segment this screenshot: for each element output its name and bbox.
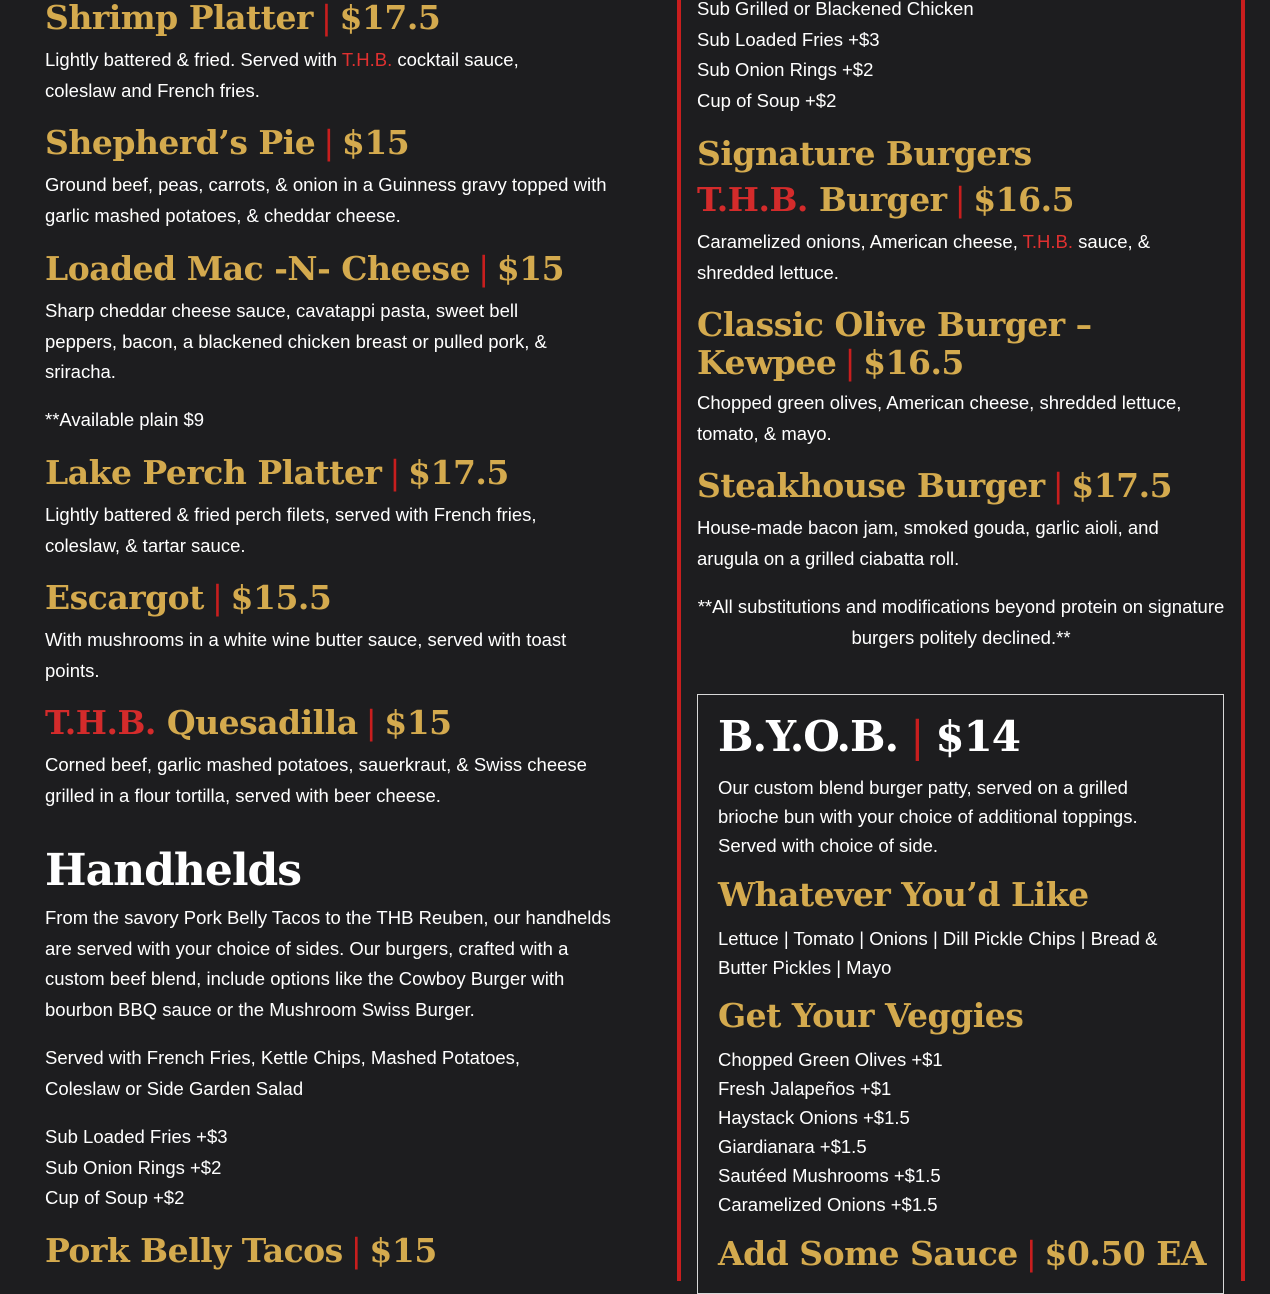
byob-title: B.Y.O.B. | $14 [718, 712, 1021, 761]
section-title-add-some-sauce: Add Some Sauce | $0.50 EA [718, 1234, 1206, 1273]
addon-item: Sub Loaded Fries +$3 [697, 28, 880, 50]
item-desc-shepherds-pie: Ground beef, peas, carrots, & onion in a Guinness gravy topped with garlic mashed potatoes, & cheddar cheese. [45, 174, 607, 226]
whatever-items: Lettuce | Tomato | Onions | Dill Pickle Chips | Bread & Butter Pickles | Mayo [718, 928, 1158, 978]
veggie-item: Sautéed Mushrooms +$1.5 [718, 1165, 941, 1186]
item-desc-escargot: With mushrooms in a white wine butter sauce, served with toast points. [45, 629, 567, 681]
item-desc-classic-olive-burger: Chopped green olives, American cheese, shredded lettuce, tomato, & mayo. [697, 392, 1182, 444]
item-title-classic-olive-burger: Classic Olive Burger – Kewpee | $16.5 [697, 305, 1092, 382]
item-desc-steakhouse-burger: House-made bacon jam, smoked gouda, garlic aioli, and arugula on a grilled ciabatta roll. [697, 517, 1159, 569]
item-desc-shrimp-platter: Lightly battered & fried. Served with T.H.B. cocktail sauce, coleslaw and French fries. [45, 49, 519, 101]
veggie-item: Caramelized Onions +$1.5 [718, 1194, 938, 1215]
item-title-loaded-mac: Loaded Mac -N- Cheese | $15 [45, 249, 565, 288]
veggies-list [718, 1045, 1198, 1219]
item-desc-lake-perch: Lightly battered & fried perch filets, served with French fries, coleslaw, & tartar sauce. [45, 504, 537, 556]
item-title-shrimp-platter: Shrimp Platter | $17.5 [45, 0, 441, 37]
handhelds-intro: From the savory Pork Belly Tacos to the THB Reuben, our handhelds are served with your choice of sides. Our burgers, crafted with a custom beef blend, include options like the Cowboy Burger with bourbon BBQ sauce or the Mushroom Swiss Burger. [45, 907, 611, 1020]
addon-item: Cup of Soup +$2 [697, 89, 837, 111]
handhelds-sides: Served with French Fries, Kettle Chips, Mashed Potatoes, Coleslaw or Side Garden Salad [45, 1047, 521, 1099]
handhelds-addons [45, 1122, 228, 1214]
item-title-pork-belly-tacos: Pork Belly Tacos | $15 [45, 1231, 437, 1270]
substitution-disclaimer: **All substitutions and modifications beyond protein on signature burgers politely declined.** [697, 596, 1225, 648]
addon-item: Sub Loaded Fries +$3 [45, 1126, 228, 1147]
section-title-handhelds: Handhelds [45, 845, 302, 896]
addon-item: Sub Onion Rings +$2 [45, 1156, 222, 1178]
divider-left [677, 0, 681, 1281]
item-desc-thb-burger: Caramelized onions, American cheese, T.H.B. sauce, & shredded lettuce. [697, 231, 1151, 283]
item-title-shepherds-pie: Shepherd’s Pie | $15 [45, 123, 410, 162]
veggie-item: Haystack Onions +$1.5 [718, 1107, 910, 1128]
veggie-item: Fresh Jalapeños +$1 [718, 1078, 892, 1099]
item-title-steakhouse-burger: Steakhouse Burger | $17.5 [697, 466, 1173, 505]
addon-item: Sub Onion Rings +$2 [697, 59, 874, 80]
item-desc-quesadilla: Corned beef, garlic mashed potatoes, sauerkraut, & Swiss cheese grilled in a flour tortilla, served with beer cheese. [45, 754, 587, 806]
divider-right [1241, 0, 1245, 1281]
veggie-item: Giardianara +$1.5 [718, 1136, 867, 1157]
byob-desc: Our custom blend burger patty, served on a grilled brioche bun with your choice of additional toppings. Served with choice of side. [718, 777, 1138, 856]
veggie-item: Chopped Green Olives +$1 [718, 1049, 943, 1070]
item-title-escargot: Escargot | $15.5 [45, 578, 332, 617]
section-title-signature-burgers: Signature Burgers [697, 134, 1032, 173]
byob-box [697, 694, 1224, 1294]
top-addons [697, 0, 974, 116]
addon-item: Cup of Soup +$2 [45, 1187, 185, 1208]
item-desc-loaded-mac: Sharp cheddar cheese sauce, cavatappi pasta, sweet bell peppers, bacon, a blackened chicken breast or pulled pork, & sriracha. [45, 300, 547, 382]
item-title-quesadilla: T.H.B. Quesadilla | $15 [45, 703, 452, 742]
section-title-whatever-youd-like: Whatever You’d Like [718, 875, 1089, 914]
addon-item: Sub Grilled or Blackened Chicken [697, 0, 974, 19]
item-title-thb-burger: T.H.B. Burger | $16.5 [697, 180, 1075, 219]
section-title-get-your-veggies: Get Your Veggies [718, 996, 1024, 1035]
item-note-loaded-mac: **Available plain $9 [45, 409, 205, 430]
item-title-lake-perch: Lake Perch Platter | $17.5 [45, 453, 509, 492]
